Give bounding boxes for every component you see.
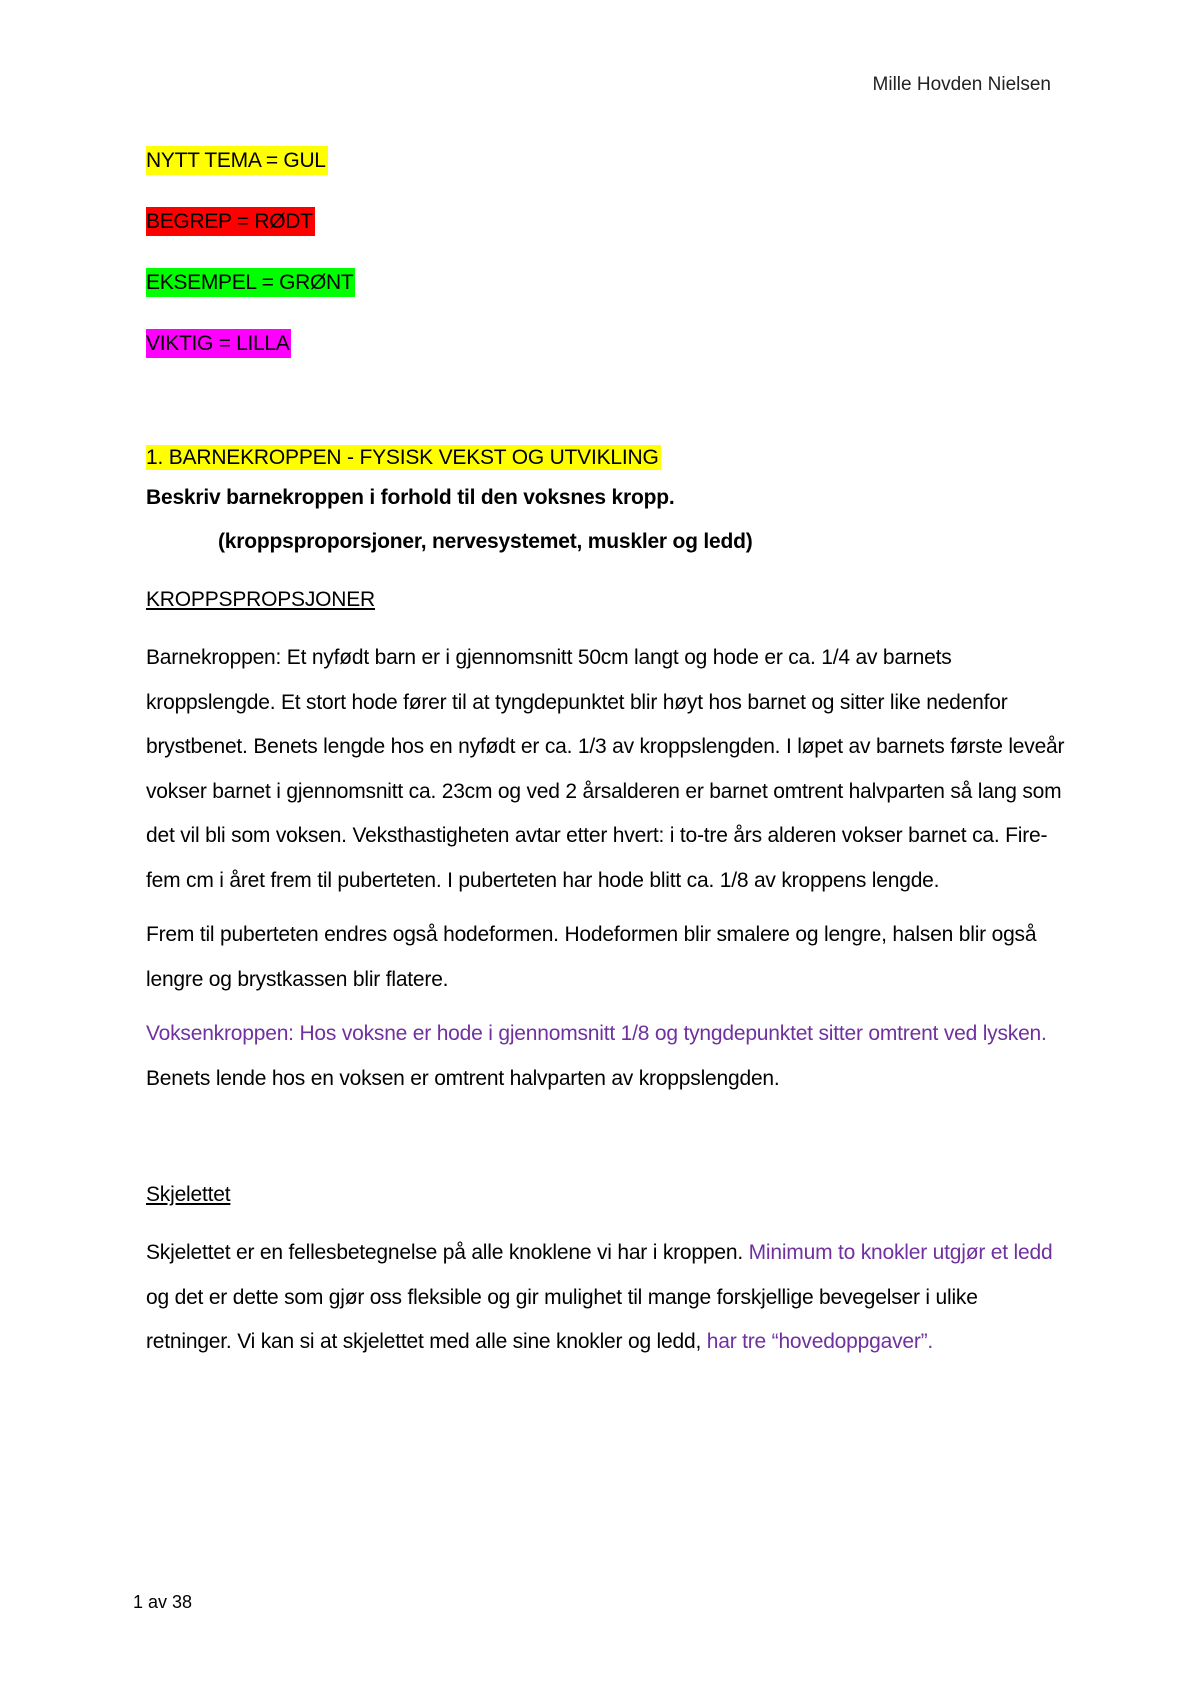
- header-author: Mille Hovden Nielsen: [872, 74, 1051, 95]
- legend-new-topic-text: NYTT TEMA = GUL: [146, 146, 328, 175]
- important-text-adult-body: Voksenkroppen: Hos voksne er hode i gjennomsnitt 1/8 og tyngdepunktet sitter omtrent ved lysken.: [146, 1022, 1047, 1045]
- paragraph-head-shape: Frem til puberteten endres også hodeformen. Hodeformen blir smalere og lengre, halsen blir også lengre og brystkassen blir flatere.: [146, 923, 1037, 991]
- legend-important: [146, 329, 1066, 390]
- subheading-body-proportions: KROPPSPROPSJONER: [146, 588, 376, 611]
- paragraph-skeleton-start: Skjelettet er en fellesbetegnelse på alle knoklene vi har i kroppen.: [146, 1241, 749, 1264]
- section-title: [146, 444, 1066, 472]
- important-text-joints: Minimum to knokler utgjør et ledd: [748, 1241, 1053, 1264]
- question-line-2: (kroppsproporsjoner, nervesystemet, muskler og ledd): [218, 530, 753, 553]
- paragraph-child-body: Barnekroppen: Et nyfødt barn er i gjennomsnitt 50cm langt og hode er ca. 1/4 av barnets kroppslengde. Et stort hode fører til at tyngdepunktet blir høyt hos barnet og sitter like nedenfor brystbenet. Benets lengde hos en nyfødt er ca. 1/3 av kroppslengden. I løpet av barnets første leveår vokser barnet i gjennomsnitt ca. 23cm og ved 2 årsalderen er barnet omtrent halvparten så lang som det vil bli som voksen. Veksthastigheten avtar etter hvert: i to-tre års alderen vokser barnet ca. Fire- fem cm i året frem til puberteten. I puberteten har hode blitt ca. 1/8 av kroppens lengde.: [146, 646, 1065, 892]
- question-line-1: Beskriv barnekroppen i forhold til den voksnes kropp.: [146, 486, 675, 509]
- page-number: 1 av 38: [133, 1592, 193, 1612]
- legend-example: [146, 268, 1066, 329]
- legend-concept: [146, 207, 1066, 268]
- important-text-main-tasks: har tre “hovedoppgaver”.: [706, 1330, 934, 1353]
- paragraph-adult-body: [146, 1012, 1066, 1101]
- section-title-text: 1. BARNEKROPPEN - FYSISK VEKST OG UTVIKLING: [146, 446, 659, 469]
- legend-new-topic: [146, 146, 1066, 207]
- paragraph-adult-body-rest: Benets lende hos en voksen er omtrent halvparten av kroppslengden.: [146, 1066, 780, 1090]
- legend-important-text: VIKTIG = LILLA: [146, 329, 291, 358]
- legend-concept-text: BEGREP = RØDT: [146, 207, 315, 236]
- subheading-skeleton: Skjelettet: [146, 1183, 231, 1206]
- paragraph-skeleton-middle: og det er dette som gjør oss fleksible og gir mulighet til mange forskjellige bevegelser i ulike retninger. Vi kan si at skjelettet med alle sine knokler og ledd,: [146, 1285, 978, 1353]
- paragraph-skeleton: [146, 1231, 1066, 1365]
- legend-example-text: EKSEMPEL = GRØNT: [146, 268, 355, 297]
- document-body: [146, 146, 1066, 1365]
